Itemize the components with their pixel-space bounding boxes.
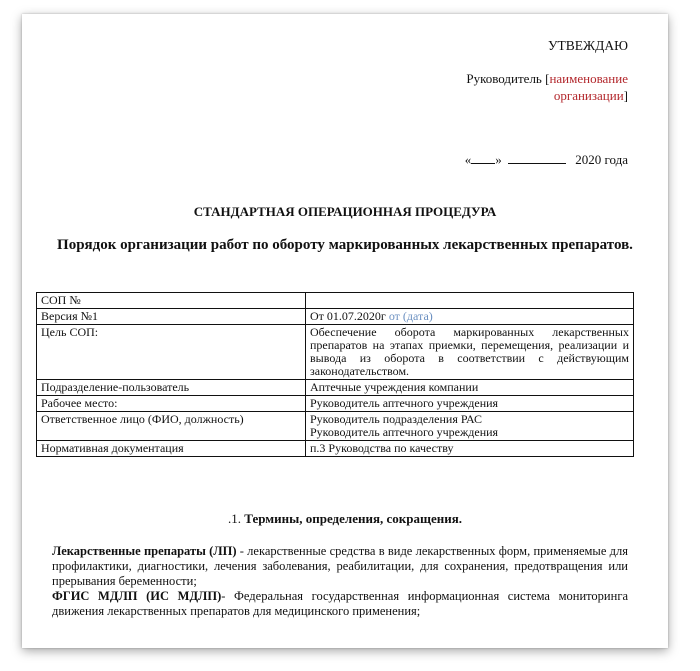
table-row (37, 293, 634, 309)
table-row (37, 309, 634, 325)
table-row (37, 325, 634, 380)
month-blank (508, 152, 566, 164)
date-open-quote: « (464, 152, 472, 167)
table-cell-value: Обеспечение оборота маркированных лекарственных препаратов на этапах приемки, перемещения, реализации и вывода из оборота в соответствии с действующим законодательством. (306, 325, 634, 380)
version-date: От 01.07.2020г (310, 309, 386, 323)
table-cell-label: Цель СОП: (37, 325, 306, 380)
table-row (37, 380, 634, 396)
approver-prefix: Руководитель [ (466, 71, 550, 86)
definition-item (52, 589, 628, 619)
table-cell-value: п.3 Руководства по качеству (306, 441, 634, 457)
table-row (37, 412, 634, 441)
table-cell-label: Рабочее место: (37, 396, 306, 412)
table-cell-value (306, 293, 634, 309)
table-cell-value (306, 309, 634, 325)
responsible-line-2: Руководитель аптечного учреждения (310, 425, 499, 439)
responsible-line-1: Руководитель подразделения РАС (310, 412, 483, 426)
table-cell-value: Руководитель аптечного учреждения (306, 396, 634, 412)
definitions-text (52, 544, 628, 619)
definition-body: - лекарственные средства в виде лекарственных форм, применяемые для профилактики, диагностики, лечения заболевания, реабилитации, для сохранения, предотвращения или прерывания беременности; (52, 544, 628, 588)
day-blank (471, 152, 495, 164)
approval-date-line (465, 152, 628, 168)
section-title: Термины, определения, сокращения. (244, 511, 462, 526)
sop-info-table (36, 292, 634, 457)
table-cell-label: Подразделение-пользователь (37, 380, 306, 396)
document-page (22, 14, 668, 648)
definition-item (52, 544, 628, 589)
organization-placeholder: наименование организации (549, 71, 628, 103)
approver-suffix: ] (623, 88, 628, 103)
table-row (37, 441, 634, 457)
document-title: Порядок организации работ по обороту маркированных лекарственных препаратов. (57, 237, 633, 253)
definition-term: ФГИС МДЛП (ИС МДЛП) (52, 589, 222, 603)
sop-heading: СТАНДАРТНАЯ ОПЕРАЦИОННАЯ ПРОЦЕДУРА (193, 204, 497, 219)
version-date-note: от (дата) (388, 309, 433, 323)
date-close-quote: » (495, 152, 502, 167)
table-cell-label: Ответственное лицо (ФИО, должность) (37, 412, 306, 441)
approver-line (398, 70, 628, 104)
definition-term: Лекарственные препараты (ЛП) (52, 544, 237, 558)
table-row (37, 396, 634, 412)
definition-body: - Федеральная государственная информационная система мониторинга движения лекарственных препаратов для медицинского применения; (52, 589, 628, 618)
section-heading (22, 511, 668, 527)
table-cell-value (306, 412, 634, 441)
section-number: .1. (228, 511, 242, 526)
approval-heading: УТВЕЖДАЮ (548, 38, 628, 53)
table-cell-label: Нормативная документация (37, 441, 306, 457)
year-text: 2020 года (575, 152, 628, 167)
table-cell-label: СОП № (37, 293, 306, 309)
table-cell-value: Аптечные учреждения компании (306, 380, 634, 396)
table-cell-label: Версия №1 (37, 309, 306, 325)
